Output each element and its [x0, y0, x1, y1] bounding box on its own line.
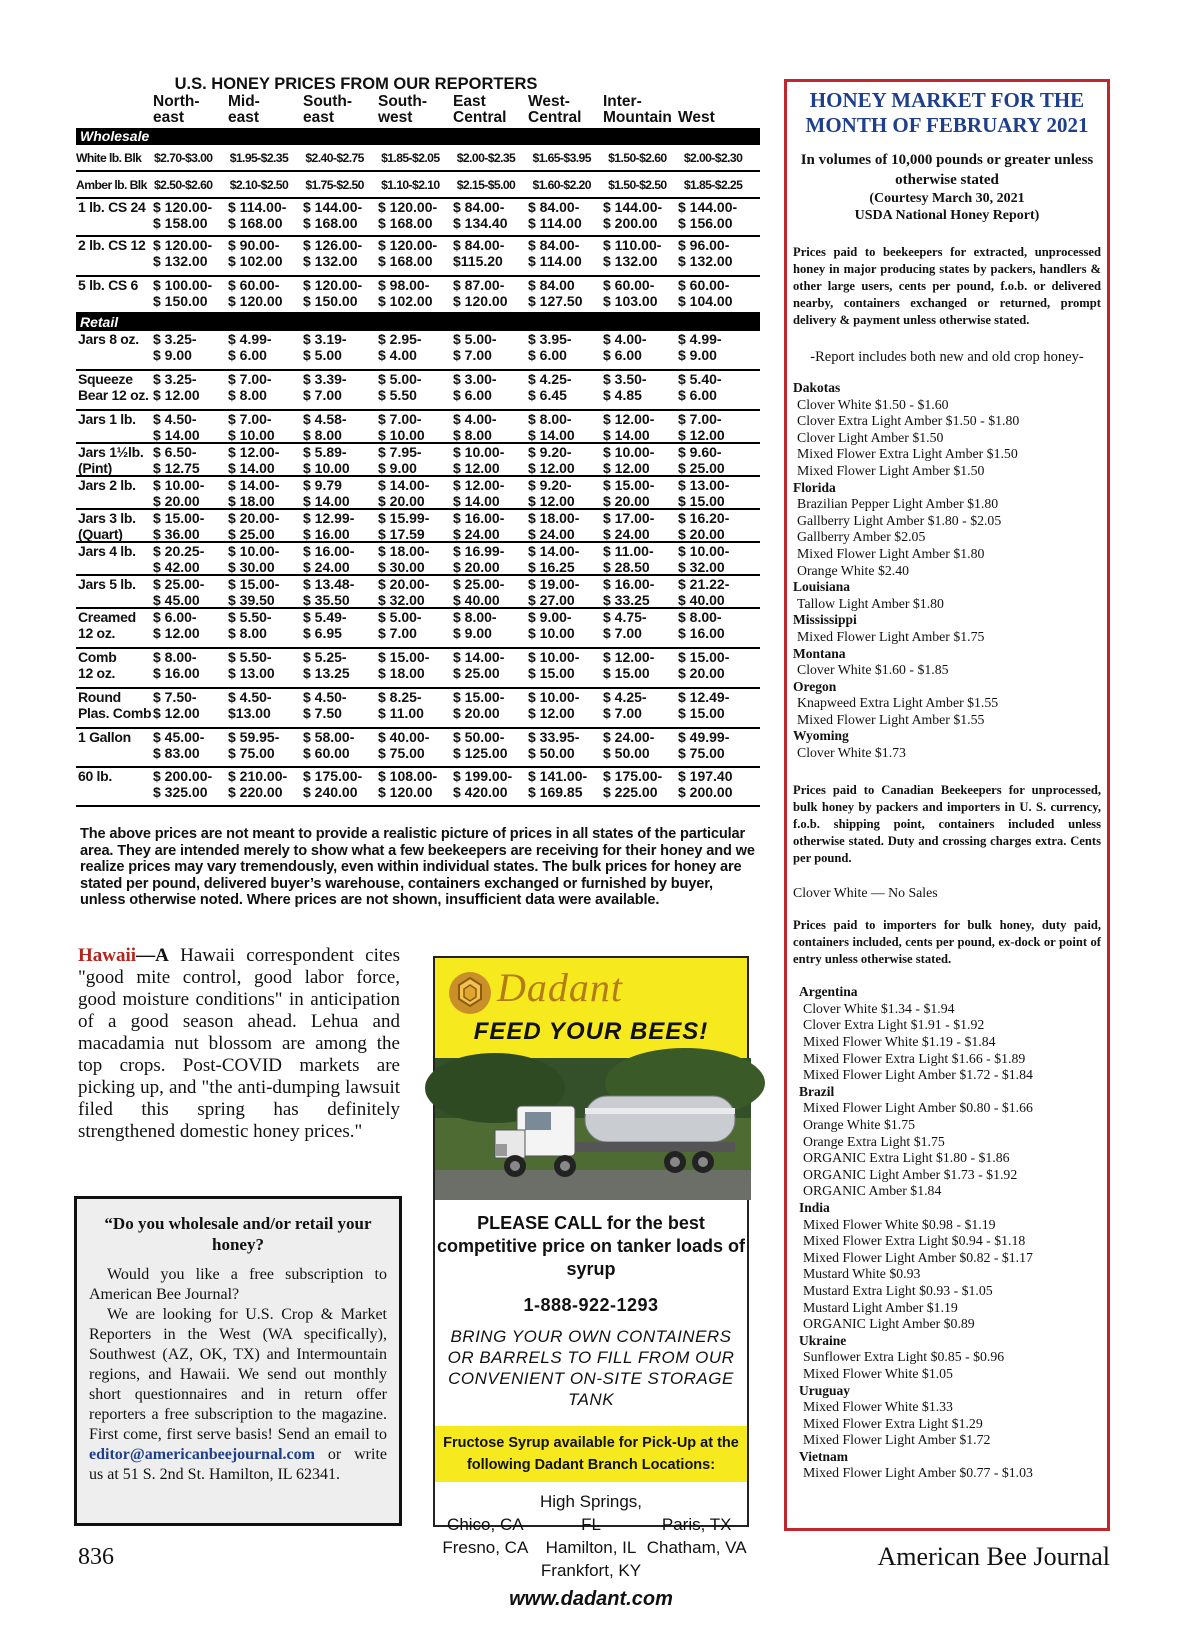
ad-phone[interactable]: 1-888-922-1293: [523, 1295, 659, 1315]
price-cell: $ 114.00- $ 168.00: [228, 199, 287, 231]
price-cell: $ 120.00- $ 150.00: [303, 277, 363, 309]
price-row: [76, 543, 760, 576]
market-price-item: Clover Light Amber $1.50: [797, 429, 944, 445]
market-price-item: Knapweed Extra Light Amber $1.55: [797, 695, 999, 711]
promo-paragraph-1: Would you like a free subscription to American Bee Journal?: [89, 1266, 387, 1303]
price-cell: $ 3.50- $ 4.85: [603, 371, 647, 403]
price-cell: $2.15-$5.00: [456, 177, 516, 192]
price-cell: $1.10-$2.10: [381, 177, 440, 192]
price-cell: $ 14.00- $ 25.00: [453, 649, 505, 681]
price-cell: $ 8.25- $ 11.00: [378, 689, 424, 721]
price-cell: $ 84.00- $115.20: [453, 237, 505, 269]
market-region: Florida: [793, 479, 836, 495]
price-cell: $ 15.00- $ 20.00: [453, 689, 505, 721]
row-label: Jars 3 lb. (Quart): [78, 510, 136, 542]
row-label: 1 Gallon: [78, 729, 131, 745]
promo-question: “Do you wholesale and/or retail your honey?: [104, 1214, 372, 1254]
market-price-item: Orange White $2.40: [797, 562, 910, 578]
price-cell: $ 87.00- $ 120.00: [453, 277, 508, 309]
price-cell: $ 4.25- $ 6.45: [528, 371, 572, 403]
price-cell: $ 14.00- $ 20.00: [378, 477, 430, 509]
market-price-item: Gallberry Light Amber $1.80 - $2.05: [797, 512, 1002, 528]
market-region: Wyoming: [793, 728, 849, 744]
price-cell: $ 8.00- $ 16.00: [678, 609, 725, 641]
journal-name: American Bee Journal: [877, 1542, 1110, 1571]
price-cell: $ 10.00- $ 12.00: [528, 689, 580, 721]
price-cell: $ 18.00- $ 30.00: [378, 543, 430, 575]
market-price-item: Mixed Flower Extra Light Amber $1.50: [797, 446, 1018, 462]
price-row: [76, 729, 760, 768]
hawaii-report: [78, 945, 400, 1143]
hawaii-text: Hawaii correspondent cites "good mite control, good labor force, good moisture conditions" in anticipation of a good season ahead. Lehua and macadamia nut blossom are among the top crops. Post-COVID markets are picking up, and "the anti-dumping lawsuit filed this spring has definitely strengthened domestic honey prices.": [78, 945, 400, 1142]
price-cell: $1.60-$2.20: [532, 177, 591, 192]
price-cell: $ 200.00- $ 325.00: [153, 768, 213, 800]
price-cell: $ 15.99- $ 17.59: [378, 510, 430, 542]
market-region: Dakotas: [793, 380, 841, 395]
truck-illustration: [435, 1058, 751, 1200]
column-header: Mid- east: [228, 93, 260, 126]
price-cell: $ 84.00 $ 127.50: [528, 277, 583, 309]
market-price-item: ORGANIC Extra Light $1.80 - $1.86: [803, 1150, 1010, 1166]
market-price-item: ORGANIC Amber $1.84: [803, 1183, 942, 1199]
price-row: [76, 768, 760, 807]
price-cell: $1.95-$2.35: [229, 150, 289, 165]
market-price-item: Mixed Flower White $0.98 - $1.19: [803, 1216, 996, 1232]
row-label: Jars 1½lb. (Pint): [78, 444, 144, 476]
hawaii-keyword: Hawaii: [78, 945, 137, 966]
price-cell: $ 60.00- $ 103.00: [603, 277, 658, 309]
price-cell: $ 7.00- $ 10.00: [378, 411, 425, 443]
retail-band: Retail: [76, 314, 760, 331]
price-cell: $ 5.49- $ 6.95: [303, 609, 347, 641]
price-cell: $ 175.00- $ 240.00: [303, 768, 363, 800]
price-cell: $ 15.00- $ 39.50: [228, 576, 280, 608]
market-price-item: Mixed Flower White $1.33: [803, 1399, 953, 1415]
price-cell: $ 5.40- $ 6.00: [678, 371, 722, 403]
header-spacer: [76, 94, 153, 128]
price-cell: $ 3.25- $ 9.00: [153, 331, 197, 363]
promo-text-end: or write us at 51 S. 2nd St. Hamilton, IL 62341.: [89, 1446, 387, 1483]
price-cell: $ 4.00- $ 6.00: [603, 331, 647, 363]
price-cell: $ 5.00- $ 7.00: [378, 609, 422, 641]
market-price-item: Mustard Extra Light $0.93 - $1.05: [803, 1282, 993, 1298]
price-cell: $ 12.00- $ 14.00: [228, 444, 280, 476]
row-label: Jars 2 lb.: [78, 477, 136, 493]
honey-market-sidebar: [784, 79, 1110, 1531]
price-cell: $2.70-$3.00: [154, 150, 213, 165]
market-region: Oregon: [793, 678, 837, 694]
ad-body: [435, 1200, 747, 1410]
price-cell: $ 15.00- $ 20.00: [603, 477, 655, 509]
row-label: 5 lb. CS 6: [78, 277, 139, 293]
row-label: 60 lb.: [78, 768, 112, 784]
ad-locations: [435, 1482, 747, 1582]
price-cell: $ 9.60- $ 25.00: [678, 444, 725, 476]
price-cell: $2.50-$2.60: [154, 177, 213, 192]
price-cell: $2.40-$2.75: [305, 150, 364, 165]
price-cell: $ 60.00- $ 120.00: [228, 277, 283, 309]
market-title: HONEY MARKET FOR THE MONTH OF FEBRUARY 2021: [805, 88, 1089, 137]
market-price-item: Gallberry Amber $2.05: [797, 529, 926, 545]
ad-locations-right: Paris, TX Chatham, VA: [646, 1515, 747, 1557]
price-cell: $ 40.00- $ 75.00: [378, 729, 430, 761]
row-label: Jars 5 lb.: [78, 576, 136, 592]
price-cell: $ 10.00- $ 20.00: [153, 477, 205, 509]
price-cell: $ 11.00- $ 28.50: [603, 543, 654, 575]
price-cell: $ 100.00- $ 150.00: [153, 277, 213, 309]
market-price-item: Clover White $1.50 - $1.60: [797, 396, 949, 412]
price-cell: $ 6.50- $ 12.75: [153, 444, 200, 476]
price-cell: $ 4.25- $ 7.00: [603, 689, 647, 721]
price-cell: $ 9.79 $ 14.00: [303, 477, 350, 509]
price-row: [76, 649, 760, 689]
market-region: Ukraine: [799, 1332, 847, 1348]
price-cell: $ 25.00- $ 45.00: [153, 576, 205, 608]
market-price-item: ORGANIC Light Amber $1.73 - $1.92: [803, 1166, 1018, 1182]
price-cell: $ 2.95- $ 4.00: [378, 331, 422, 363]
price-cell: $1.85-$2.25: [683, 177, 743, 192]
price-cell: $1.50-$2.50: [608, 177, 667, 192]
price-cell: $ 197.40 $ 200.00: [678, 768, 733, 800]
price-row: [76, 411, 760, 444]
price-cell: $ 16.00- $ 33.25: [603, 576, 655, 608]
market-region: Brazil: [799, 1083, 835, 1099]
price-cell: $ 10.00- $ 30.00: [228, 543, 280, 575]
price-cell: $ 9.20- $ 12.00: [528, 477, 575, 509]
market-region: Argentina: [799, 984, 858, 1000]
price-cell: $ 17.00- $ 24.00: [603, 510, 655, 542]
market-canada-price: Clover White — No Sales: [793, 884, 938, 900]
price-cell: $ 13.48- $ 35.50: [303, 576, 355, 608]
price-cell: $ 84.00- $ 114.00: [528, 237, 582, 269]
ad-website-link[interactable]: www.dadant.com: [509, 1588, 673, 1610]
hawaii-dash: —A: [136, 945, 169, 966]
price-cell: $ 4.75- $ 7.00: [603, 609, 647, 641]
price-cell: $ 18.00- $ 24.00: [528, 510, 580, 542]
row-label: 2 lb. CS 12: [78, 237, 146, 253]
market-import-intro: Prices paid to importers for bulk honey, duty paid, containers included, cents per pound, ex-dock or point of entry unless otherwise stated.: [793, 918, 1101, 967]
price-cell: $ 19.00- $ 27.00: [528, 576, 580, 608]
market-courtesy: (Courtesy March 30, 2021 USDA National Honey Report): [854, 191, 1040, 223]
market-price-item: Mixed Flower Extra Light $1.66 - $1.89: [803, 1050, 1026, 1066]
price-cell: $ 5.00- $ 7.00: [453, 331, 497, 363]
price-cell: $ 8.00- $ 16.00: [153, 649, 200, 681]
price-cell: $ 12.00- $ 15.00: [603, 649, 655, 681]
price-cell: $ 16.00- $ 24.00: [453, 510, 505, 542]
price-cell: $ 14.00- $ 16.25: [528, 543, 580, 575]
price-row: [76, 576, 760, 609]
price-cell: $ 120.00- $ 158.00: [153, 199, 213, 231]
market-price-item: Mixed Flower White $1.19 - $1.84: [803, 1034, 996, 1050]
market-crop-note: -Report includes both new and old crop honey-: [810, 349, 1084, 365]
price-row: [76, 477, 760, 510]
price-cell: $ 16.00- $ 24.00: [303, 543, 355, 575]
price-row: [76, 277, 760, 314]
price-cell: $ 84.00- $ 134.40: [453, 199, 508, 231]
price-cell: $ 12.00- $ 14.00: [603, 411, 655, 443]
price-cell: $ 25.00- $ 40.00: [453, 576, 505, 608]
page-number: 836: [78, 1544, 114, 1570]
row-label: Round Plas. Comb: [78, 689, 152, 721]
price-row: [76, 199, 760, 237]
market-region: India: [799, 1199, 830, 1215]
import-price-list: [793, 984, 1101, 1482]
market-price-item: Brazilian Pepper Light Amber $1.80: [797, 496, 999, 512]
price-cell: $ 12.00- $ 14.00: [453, 477, 505, 509]
price-row: [76, 510, 760, 543]
price-cell: $ 4.00- $ 8.00: [453, 411, 497, 443]
column-header: South- west: [378, 93, 428, 126]
price-cell: $ 120.00- $ 132.00: [153, 237, 213, 269]
price-cell: $ 59.95- $ 75.00: [228, 729, 280, 761]
price-row: [76, 609, 760, 649]
price-cell: $ 50.00- $ 125.00: [453, 729, 508, 761]
market-price-item: Sunflower Extra Light $0.85 - $0.96: [803, 1349, 1005, 1365]
honeycomb-logo-icon: [447, 970, 493, 1016]
price-cell: $ 3.25- $ 12.00: [153, 371, 200, 403]
price-cell: $ 45.00- $ 83.00: [153, 729, 205, 761]
market-price-item: Clover Extra Light Amber $1.50 - $1.80: [797, 413, 1020, 429]
price-cell: $ 7.00- $ 8.00: [228, 371, 272, 403]
price-cell: $ 5.50- $ 13.00: [228, 649, 275, 681]
price-cell: $ 21.22- $ 40.00: [678, 576, 730, 608]
bulk-price-row: [76, 145, 760, 172]
ad-header: [435, 958, 747, 1058]
market-region: Vietnam: [799, 1448, 848, 1464]
market-price-item: Orange Extra Light $1.75: [803, 1133, 945, 1149]
price-cell: $ 4.50- $13.00: [228, 689, 272, 721]
market-price-item: Mixed Flower Light Amber $1.80: [797, 545, 985, 561]
ad-bring-text: BRING YOUR OWN CONTAINERS OR BARRELS TO FILL FROM OUR CONVENIENT ON-SITE STORAGE TANK: [447, 1327, 735, 1409]
market-region: Uruguay: [799, 1382, 851, 1398]
market-price-item: Tallow Light Amber $1.80: [797, 595, 944, 611]
price-cell: $ 144.00- $ 156.00: [678, 199, 738, 231]
market-price-item: Mixed Flower Light Amber $1.72: [803, 1432, 991, 1448]
price-cell: $ 175.00- $ 225.00: [603, 768, 663, 800]
price-cell: $ 4.99- $ 6.00: [228, 331, 272, 363]
dadant-ad: [433, 956, 749, 1610]
market-price-item: Mixed Flower Light Amber $1.55: [797, 711, 985, 727]
price-cell: $1.85-$2.05: [381, 150, 440, 165]
price-cell: $ 15.00- $ 18.00: [378, 649, 430, 681]
price-cell: $ 7.00- $ 10.00: [228, 411, 275, 443]
price-cell: $2.00-$2.30: [683, 150, 743, 165]
price-cell: $ 20.00- $ 32.00: [378, 576, 430, 608]
price-cell: $ 210.00- $ 220.00: [228, 768, 288, 800]
table-title: U.S. HONEY PRICES FROM OUR REPORTERS: [174, 75, 538, 93]
price-cell: $ 10.00- $ 32.00: [678, 543, 730, 575]
row-label: Creamed 12 oz.: [78, 609, 136, 641]
price-cell: $ 4.50- $ 7.50: [303, 689, 347, 721]
price-cell: $ 15.00- $ 20.00: [678, 649, 730, 681]
ad-fructose-band: Fructose Syrup available for Pick-Up at the following Dadant Branch Locations:: [435, 1426, 747, 1482]
price-cell: $ 4.58- $ 8.00: [303, 411, 347, 443]
price-cell: $ 12.49- $ 15.00: [678, 689, 730, 721]
promo-email-link[interactable]: editor@americanbeejournal.com: [89, 1446, 315, 1463]
ad-call-text: PLEASE CALL for the best competitive price on tanker loads of syrup: [436, 1213, 746, 1279]
ad-tagline: FEED YOUR BEES!: [473, 1018, 709, 1045]
column-header: East Central: [453, 93, 507, 126]
price-row: [76, 331, 760, 371]
price-table: [76, 74, 760, 807]
column-header: West: [678, 109, 715, 126]
ad-locations-left: Chico, CA Fresno, CA: [442, 1515, 529, 1557]
market-price-item: Mixed Flower Light Amber $1.72 - $1.84: [803, 1067, 1033, 1083]
price-cell: $1.50-$2.60: [608, 150, 667, 165]
market-price-item: Mixed Flower Light Amber $0.82 - $1.17: [803, 1249, 1033, 1265]
row-label: White lb. Blk: [76, 150, 142, 165]
row-label: Jars 4 lb.: [78, 543, 136, 559]
price-cell: $ 108.00- $ 120.00: [378, 768, 438, 800]
row-label: Jars 8 oz.: [78, 331, 139, 347]
price-cell: $ 49.99- $ 75.00: [678, 729, 730, 761]
row-label: Jars 1 lb.: [78, 411, 136, 427]
price-cell: $ 16.20- $ 20.00: [678, 510, 730, 542]
market-price-item: Mixed Flower Light Amber $1.50: [797, 462, 985, 478]
price-cell: $ 120.00- $ 168.00: [378, 199, 438, 231]
ad-locations-middle: High Springs, FL Hamilton, IL Frankfort, KY: [539, 1492, 643, 1580]
price-cell: $ 8.00- $ 9.00: [453, 609, 497, 641]
price-cell: $2.00-$2.35: [456, 150, 516, 165]
price-cell: $ 5.50- $ 8.00: [228, 609, 272, 641]
ad-brand: Dadant: [497, 965, 623, 1010]
market-price-item: Mustard Light Amber $1.19: [803, 1299, 958, 1315]
price-cell: $ 10.00- $ 15.00: [528, 649, 580, 681]
market-domestic-intro: Prices paid to beekeepers for extracted, unprocessed honey in major producing states by packers, handlers & other large users, cents per pound, f.o.b. or delivered nearby, containers exchanged or returned, prompt delivery & payment unless otherwise stated.: [793, 245, 1101, 327]
price-cell: $ 7.50- $ 12.00: [153, 689, 200, 721]
price-cell: $ 14.00- $ 18.00: [228, 477, 280, 509]
price-cell: $ 144.00- $ 168.00: [303, 199, 363, 231]
market-region: Louisiana: [793, 579, 851, 595]
price-cell: $ 12.99- $ 16.00: [303, 510, 355, 542]
market-price-item: Clover Extra Light $1.91 - $1.92: [803, 1017, 985, 1033]
tanker-truck-photo: [435, 1058, 747, 1200]
row-label: Amber lb. Blk: [76, 177, 147, 192]
price-cell: $ 9.20- $ 12.00: [528, 444, 575, 476]
promo-paragraph-2: [89, 1305, 387, 1485]
price-cell: $ 8.00- $ 14.00: [528, 411, 575, 443]
price-cell: $ 33.95- $ 50.00: [528, 729, 580, 761]
price-cell: $ 60.00- $ 104.00: [678, 277, 733, 309]
price-cell: $ 98.00- $ 102.00: [378, 277, 433, 309]
price-cell: $ 84.00- $ 114.00: [528, 199, 582, 231]
price-cell: $ 7.95- $ 9.00: [378, 444, 422, 476]
table-header: [76, 94, 760, 128]
price-cell: $ 20.25- $ 42.00: [153, 543, 205, 575]
market-canada-intro: Prices paid to Canadian Beekeepers for unprocessed, bulk honey by packers and importers in U. S. currency, f.o.b. shipping point, containers included unless otherwise stated. Duty and crossing charges extra. Cents per pound.: [793, 782, 1101, 865]
price-cell: $ 20.00- $ 25.00: [228, 510, 280, 542]
price-row: [76, 371, 760, 411]
price-cell: $1.65-$3.95: [532, 150, 591, 165]
price-cell: $ 10.00- $ 12.00: [603, 444, 655, 476]
market-region: Mississippi: [793, 612, 857, 628]
wholesale-rows: [76, 199, 760, 314]
row-label: Comb 12 oz.: [78, 649, 117, 681]
price-cell: $ 4.99- $ 9.00: [678, 331, 722, 363]
row-label: 1 lb. CS 24: [78, 199, 146, 215]
market-price-item: ORGANIC Light Amber $0.89: [803, 1316, 975, 1332]
price-cell: $ 24.00- $ 50.00: [603, 729, 655, 761]
price-row: [76, 444, 760, 477]
column-header: South- east: [303, 93, 353, 126]
promo-text-start: We are looking for U.S. Crop & Market Reporters in the West (WA specifically), Southwest (AZ, OK, TX) and Intermountain regions, and Hawaii. We send out monthly short questionnaires and in return offer reporters a free subscription to the magazine. First come, first serve basis! Send an email to: [89, 1306, 387, 1443]
row-label: Squeeze Bear 12 oz.: [78, 371, 149, 403]
price-cell: $ 13.00- $ 15.00: [678, 477, 730, 509]
market-price-item: Clover White $1.34 - $1.94: [803, 1000, 955, 1016]
column-header: West- Central: [528, 93, 582, 126]
price-cell: $ 3.00- $ 6.00: [453, 371, 497, 403]
price-cell: $ 7.00- $ 12.00: [678, 411, 725, 443]
market-price-item: Clover White $1.73: [797, 745, 906, 761]
market-price-item: Mixed Flower Extra Light $0.94 - $1.18: [803, 1233, 1026, 1249]
market-price-item: Mustard White $0.93: [803, 1266, 921, 1282]
price-cell: $ 126.00- $ 132.00: [303, 237, 363, 269]
price-cell: $ 58.00- $ 60.00: [303, 729, 355, 761]
market-volumes: In volumes of 10,000 pounds or greater unless otherwise stated: [800, 152, 1094, 188]
price-cell: $ 3.39- $ 7.00: [303, 371, 347, 403]
bulk-price-row: [76, 172, 760, 199]
price-cell: $ 4.50- $ 14.00: [153, 411, 200, 443]
market-price-item: Clover White $1.60 - $1.85: [797, 662, 949, 678]
price-cell: $ 5.25- $ 13.25: [303, 649, 350, 681]
price-cell: $2.10-$2.50: [229, 177, 289, 192]
market-price-item: Mixed Flower Light Amber $1.75: [797, 628, 985, 644]
price-cell: $ 199.00- $ 420.00: [453, 768, 513, 800]
price-cell: $1.75-$2.50: [305, 177, 364, 192]
column-header: North- east: [153, 93, 200, 126]
price-cell: $ 10.00- $ 12.00: [453, 444, 505, 476]
column-header: Inter- Mountain: [603, 93, 672, 126]
bulk-rows: [76, 145, 760, 199]
price-cell: $ 110.00- $ 132.00: [603, 237, 662, 269]
price-cell: $ 5.00- $ 5.50: [378, 371, 422, 403]
table-disclaimer: The above prices are not meant to provide a realistic picture of prices in all states of the particular area. They are intended merely to show what a few beekeepers are receiving for their honey and we realize prices may vary tremendously, even within individual states. The bulk prices for honey are stated per pound, delivered buyer’s warehouse, containers exchanged or furnished by buyer, unless otherwise noted. Where prices are not shown, insufficient data were available.: [80, 826, 755, 908]
price-cell: $ 141.00- $ 169.85: [528, 768, 588, 800]
reporter-promo-box: [74, 1196, 402, 1526]
price-cell: $ 144.00- $ 200.00: [603, 199, 663, 231]
market-region: Montana: [793, 645, 846, 661]
price-cell: $ 5.89- $ 10.00: [303, 444, 350, 476]
price-cell: $ 120.00- $ 168.00: [378, 237, 438, 269]
price-cell: $ 3.19- $ 5.00: [303, 331, 347, 363]
market-price-item: Mixed Flower Light Amber $0.80 - $1.66: [803, 1100, 1033, 1116]
price-cell: $ 6.00- $ 12.00: [153, 609, 200, 641]
market-price-item: Mixed Flower Light Amber $0.77 - $1.03: [803, 1465, 1033, 1481]
domestic-price-list: [793, 380, 1101, 762]
retail-rows: [76, 331, 760, 807]
price-row: [76, 237, 760, 277]
price-cell: $ 16.99- $ 20.00: [453, 543, 505, 575]
market-price-item: Orange White $1.75: [803, 1117, 916, 1132]
price-cell: $ 96.00- $ 132.00: [678, 237, 733, 269]
wholesale-band: Wholesale: [76, 128, 760, 145]
price-cell: $ 9.00- $ 10.00: [528, 609, 575, 641]
market-price-item: Mixed Flower White $1.05: [803, 1365, 953, 1381]
price-cell: $ 15.00- $ 36.00: [153, 510, 205, 542]
price-cell: $ 3.95- $ 6.00: [528, 331, 572, 363]
market-price-item: Mixed Flower Extra Light $1.29: [803, 1415, 983, 1431]
price-row: [76, 689, 760, 729]
price-cell: $ 90.00- $ 102.00: [228, 237, 283, 269]
